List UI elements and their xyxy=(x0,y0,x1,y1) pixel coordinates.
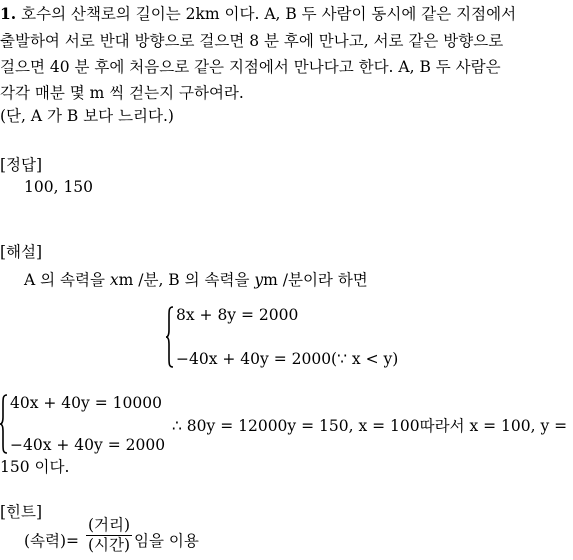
equation-system-1 xyxy=(166,306,398,368)
left-brace-icon xyxy=(0,394,8,454)
hint-heading: [힌트] xyxy=(0,503,43,521)
answer-value: 100, 150 xyxy=(24,178,94,196)
problem-line-2: 출발하여 서로 반대 방향으로 걸으면 8 분 후에 만나고, 서로 같은 방향으로 xyxy=(0,32,504,50)
solution-intro-a: A 의 속력을 xyxy=(24,271,110,289)
hint-denominator: (시간) xyxy=(88,536,131,554)
solution-conclusion: 150 이다. xyxy=(0,458,70,476)
system2-equation-1: 40x + 40y = 10000 xyxy=(10,394,162,412)
hint-lhs: (속력)= xyxy=(24,532,80,550)
solution-intro xyxy=(24,268,368,290)
answer-heading: [정답] xyxy=(0,156,43,174)
solution-intro-c: m /분이라 하면 xyxy=(263,271,368,289)
system2-equation-2: −40x + 40y = 2000 xyxy=(10,436,166,454)
solution-result: ∴ 80y = 12000y = 150, x = 100따라서 x = 100, y = xyxy=(172,417,568,435)
system1-equation-2: −40x + 40y = 2000(∵ x < y) xyxy=(176,350,399,368)
hint-tail: 임을 이용 xyxy=(134,532,199,550)
solution-intro-b: m /분, B 의 속력을 xyxy=(118,271,255,289)
problem-condition: (단, A 가 B 보다 느리다.) xyxy=(0,107,174,125)
hint-fraction xyxy=(86,517,132,554)
left-brace-icon xyxy=(166,306,174,368)
variable-y: y xyxy=(254,271,264,289)
solution-heading: [해설] xyxy=(0,243,43,261)
hint-numerator: (거리) xyxy=(88,516,131,534)
problem-number: 1. xyxy=(0,4,17,23)
problem-line-4: 각각 매분 몇 m 씩 걷는지 구하여라. xyxy=(0,84,244,102)
problem-line-3: 걸으면 40 분 후에 처음으로 같은 지점에서 만나다고 한다. A, B 두 사람은 xyxy=(0,58,501,76)
equation-system-2 xyxy=(0,394,165,454)
variable-x: x xyxy=(109,271,119,289)
problem-text-1: 호수의 산책로의 길이는 2km 이다. A, B 두 사람이 동시에 같은 지점에서 xyxy=(21,5,517,23)
system1-equation-1: 8x + 8y = 2000 xyxy=(176,306,299,324)
problem-line-1 xyxy=(0,2,516,24)
